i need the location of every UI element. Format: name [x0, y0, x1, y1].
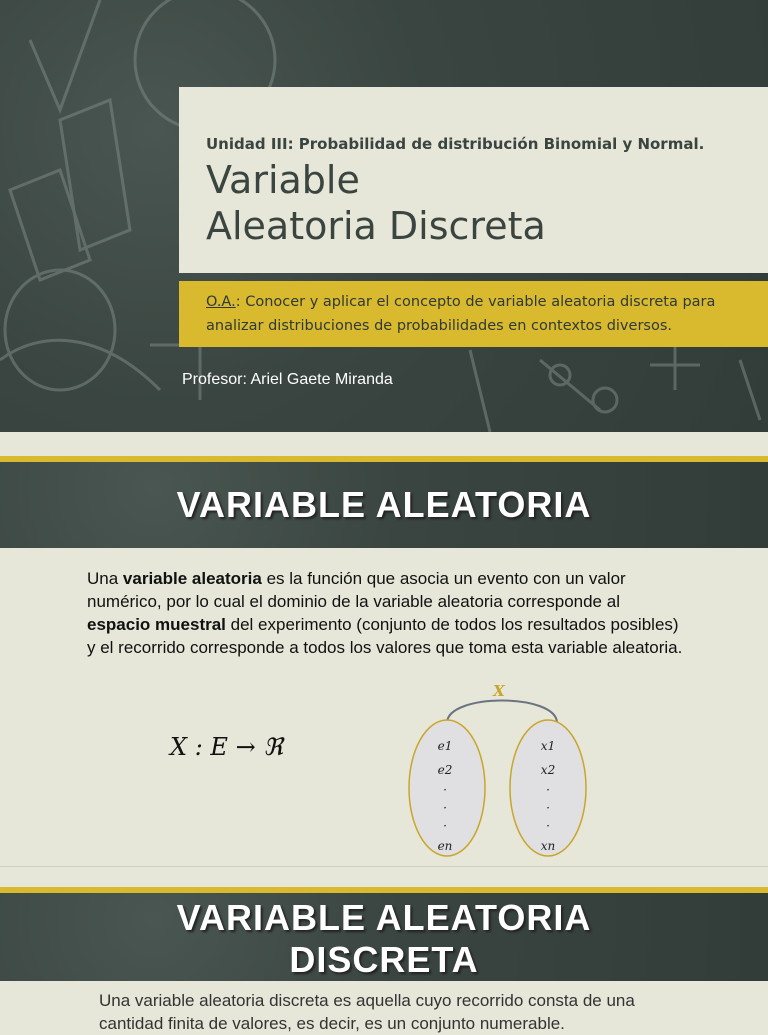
text-run: es la función que asocia un evento con un valor numérico, por lo cual el dominio de la variable aleatoria corresponde al [87, 569, 626, 611]
domain-item: · [443, 819, 447, 833]
arc-label: X [493, 682, 505, 700]
objective-box [179, 281, 768, 347]
section-title-line-1: VARIABLE ALEATORIA [176, 897, 592, 938]
objective-text [206, 290, 761, 338]
domain-item: e2 [437, 763, 453, 777]
section-title-line-2: DISCRETA [289, 939, 479, 980]
domain-item: en [437, 839, 453, 853]
range-item: x1 [540, 739, 556, 753]
range-item: xn [540, 839, 556, 853]
section-title [0, 897, 768, 981]
range-item: · [546, 783, 550, 797]
title-slide [0, 0, 768, 432]
domain-item: · [443, 783, 447, 797]
discrete-definition-paragraph: Una variable aleatoria discreta es aquella cuyo recorrido consta de una cantidad finita de valores, es decir, es un conjunto numerable. [99, 991, 635, 1033]
bold-term: espacio muestral [87, 615, 226, 634]
definition-paragraph [87, 567, 687, 659]
unit-subtitle: Unidad III: Probabilidad de distribución Binomial y Normal. [206, 135, 705, 153]
slide-gap [0, 866, 768, 888]
title-line-2: Aleatoria Discreta [206, 204, 546, 248]
section-title: VARIABLE ALEATORIA [176, 484, 592, 525]
range-item: · [546, 819, 550, 833]
text-run: del experimento (conjunto de todos los resultados posibles) y el recorrido corresponde a todos los valores que toma esta variable aleatoria. [87, 615, 683, 657]
domain-item: · [443, 801, 447, 815]
objective-body: : Conocer y aplicar el concepto de variable aleatoria discreta para analizar distribuciones de probabilidades en contextos diversos. [206, 294, 716, 334]
objective-label: O.A. [206, 294, 236, 310]
professor-name: Profesor: Ariel Gaete Miranda [182, 371, 393, 388]
page-title [206, 157, 546, 249]
discrete-definition-section [0, 981, 768, 1033]
bold-term: variable aleatoria [122, 569, 262, 588]
slide-gap [0, 432, 768, 456]
definition-section [0, 548, 768, 866]
text-run: Una [87, 569, 123, 588]
domain-item: e1 [437, 739, 453, 753]
function-formula: X : E → ℜ [170, 733, 283, 761]
section-header-variable-aleatoria-discreta [0, 893, 768, 981]
title-box [179, 87, 768, 273]
title-line-1: Variable [206, 158, 360, 202]
range-item: x2 [540, 763, 556, 777]
mapping-diagram [400, 678, 600, 868]
section-header-variable-aleatoria [0, 462, 768, 548]
range-item: · [546, 801, 550, 815]
